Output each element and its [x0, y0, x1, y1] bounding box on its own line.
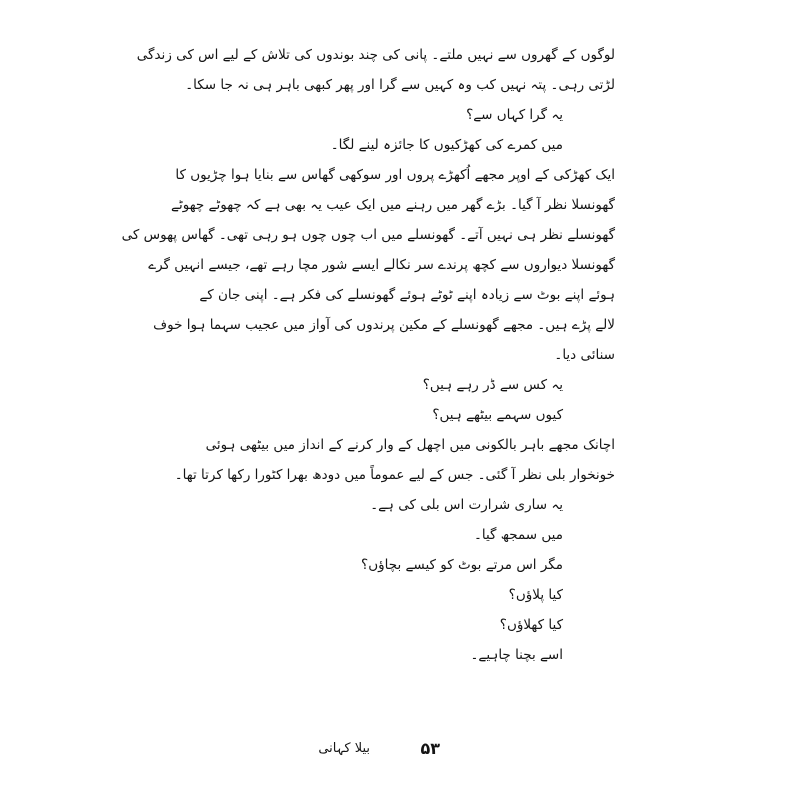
dialogue-line: کیا پلاؤں؟	[508, 587, 563, 603]
text-line: لڑتی رہی۔ پتہ نہیں کب وہ کہیں سے گرا اور پھر کبھی باہر ہی نہ جا سکا۔	[185, 77, 615, 93]
text-line: خونخوار بلی نظر آ گئی۔ جس کے لیے عموماً میں دودھ بھرا کٹورا رکھا کرتا تھا۔	[174, 467, 615, 483]
dialogue-line: یہ کس سے ڈر رہے ہیں؟	[422, 377, 563, 393]
text-line: گھونسلا دیواروں سے کچھ پرندے سر نکالے ایسے شور مچا رہے تھے، جیسے انہیں گرے	[148, 257, 615, 273]
text-line: ہوئے اپنے بوٹ سے زیادہ اپنے ٹوٹے ہوئے گھونسلے کی فکر ہے۔ اپنی جان کے	[199, 287, 615, 303]
text-line: گھونسلے نظر ہی نہیں آتے۔ گھونسلے میں اب چوں چوں ہو رہی تھی۔ گھاس پھوس کی	[121, 227, 615, 243]
text-line: میں سمجھ گیا۔	[473, 527, 563, 543]
page-body-text	[121, 40, 615, 670]
dialogue-line: مگر اس مرتے بوٹ کو کیسے بچاؤں؟	[361, 557, 563, 573]
text-line: اچانک مجھے باہر بالکونی میں اچھل کے وار کرنے کے انداز میں بیٹھی ہوئی	[205, 437, 615, 453]
dialogue-line: یہ ساری شرارت اس بلی کی ہے۔	[370, 497, 563, 513]
text-line: میں کمرے کی کھڑکیوں کا جائزہ لینے لگا۔	[330, 137, 563, 153]
page-footer	[0, 735, 800, 775]
text-line: سنائی دیا۔	[554, 347, 615, 363]
page-number: ۵۳	[420, 739, 440, 758]
text-line: لالے پڑے ہیں۔ مجھے گھونسلے کے مکین پرندوں کی آواز میں عجیب سہما ہوا خوف	[153, 317, 615, 333]
dialogue-line: کیوں سہمے بیٹھے ہیں؟	[432, 407, 563, 423]
dialogue-line: اسے بچنا چاہیے۔	[470, 647, 563, 663]
text-line: ایک کھڑکی کے اوپر مجھے اُکھڑے پروں اور سوکھی گھاس سے بنایا ہوا چڑیوں کا	[175, 167, 615, 183]
text-line: گھونسلا نظر آ گیا۔ بڑے گھر میں رہنے میں ایک عیب یہ بھی ہے کہ چھوٹے چھوٹے	[171, 197, 615, 213]
dialogue-line: کیا کھلاؤں؟	[499, 617, 563, 633]
dialogue-line: یہ گرا کہاں سے؟	[466, 107, 563, 123]
running-title: بیلا کہانی	[318, 741, 370, 756]
text-line: لوگوں کے گھروں سے نہیں ملتے۔ پانی کی چند بوندوں کی تلاش کے لیے اس کی زندگی	[136, 47, 615, 63]
